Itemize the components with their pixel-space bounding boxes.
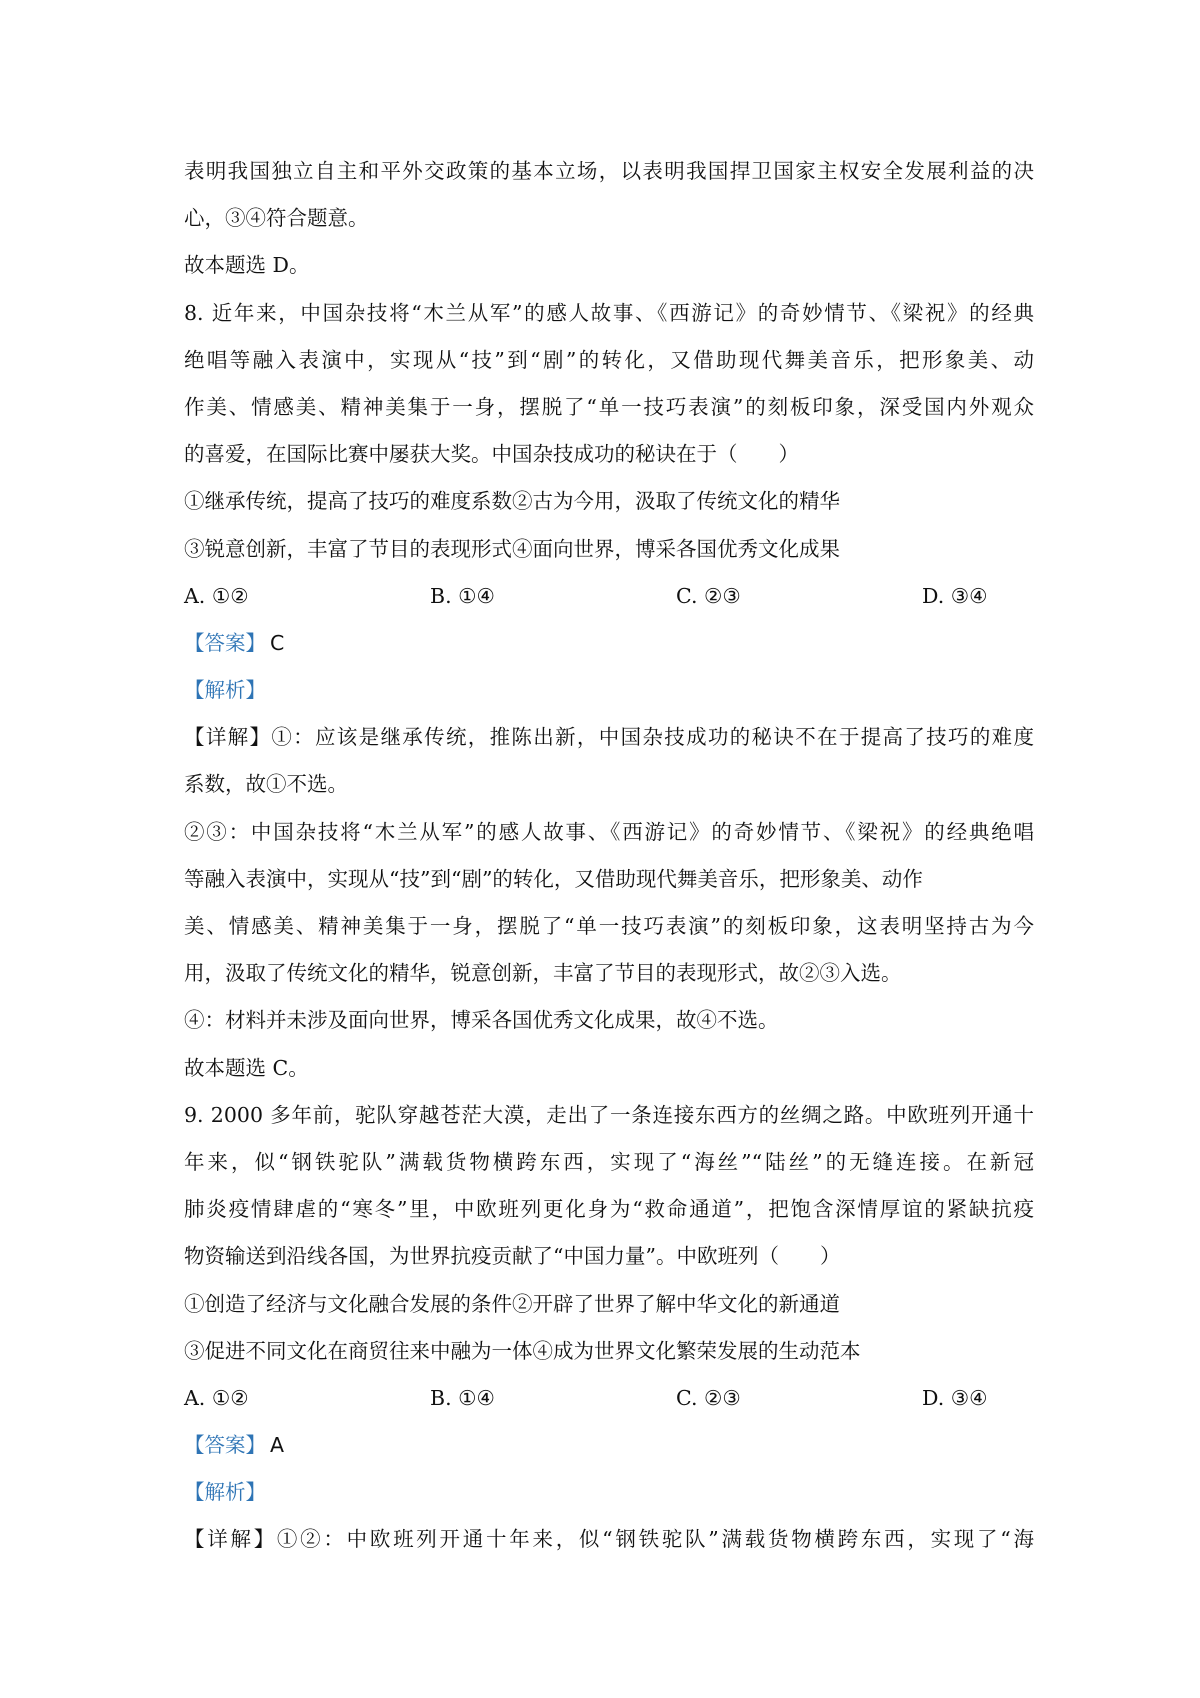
question-9	[184, 1092, 1034, 1564]
document-page	[184, 148, 1034, 1564]
q9-analysis-label: 【解析】	[184, 1480, 266, 1505]
q8-option-c: C. ②③	[676, 583, 741, 608]
q8-detail-line-4: 等融入表演中，实现从“技”到“剧”的转化，又借助现代舞美音乐，把形象美、动作	[184, 866, 923, 891]
q8-option-a: A. ①②	[184, 583, 249, 608]
q8-detail-line-5: 美、情感美、精神美集于一身，摆脱了“单一技巧表演”的刻板印象，这表明坚持古为今	[184, 914, 1034, 938]
q9-options	[184, 1375, 1034, 1422]
q8-answer-value: C	[270, 630, 285, 655]
q8-stem-line-3: 作美、情感美、精神美集于一身，摆脱了“单一技巧表演”的刻板印象，深受国内外观众	[184, 394, 1034, 419]
q8-analysis	[184, 667, 1034, 714]
q8-statement-1: ①继承传统，提高了技巧的难度系数②古为今用，汲取了传统文化的精华	[184, 489, 840, 514]
q9-option-c: C. ②③	[676, 1385, 741, 1410]
q9-statement-2: ③促进不同文化在商贸往来中融为一体④成为世界文化繁荣发展的生动范本	[184, 1338, 861, 1363]
q9-statement-1: ①创造了经济与文化融合发展的条件②开辟了世界了解中华文化的新通道	[184, 1291, 840, 1316]
q9-answer-label: 【答案】	[184, 1433, 266, 1458]
q8-answer	[184, 620, 1034, 667]
q9-option-a: A. ①②	[184, 1385, 249, 1410]
q8-option-b: B. ①④	[430, 583, 495, 608]
q8-stem-line-2: 绝唱等融入表演中，实现从“技”到“剧”的转化，又借助现代舞美音乐，把形象美、动	[184, 347, 1034, 372]
q8-detail-line-6: 用，汲取了传统文化的精华，锐意创新，丰富了节目的表现形式，故②③入选。	[184, 961, 902, 986]
q8-statement-2: ③锐意创新，丰富了节目的表现形式④面向世界，博采各国优秀文化成果	[184, 536, 840, 561]
q8-detail-line-2: 系数，故①不选。	[184, 772, 348, 797]
intro-line-1: 表明我国独立自主和平外交政策的基本立场，以表明我国捍卫国家主权安全发展利益的决	[184, 159, 1034, 183]
q8-stem-line-4: 的喜爱，在国际比赛中屡获大奖。中国杂技成功的秘诀在于（ ）	[184, 442, 799, 467]
q8-detail-line-1: 【详解】①：应该是继承传统，推陈出新，中国杂技成功的秘诀不在于提高了技巧的难度	[184, 725, 1034, 750]
q9-stem-line-3: 肺炎疫情肆虐的“寒冬”里，中欧班列更化身为“救命通道”，把饱含深情厚谊的紧缺抗疫	[184, 1197, 1034, 1222]
q9-stem-line-2: 年来，似“钢铁驼队”满载货物横跨东西，实现了“海丝”“陆丝”的无缝连接。在新冠	[184, 1149, 1034, 1174]
intro-line-3: 故本题选 D。	[184, 253, 310, 278]
q8-analysis-label: 【解析】	[184, 678, 266, 703]
q9-detail-line-1: 【详解】①②：中欧班列开通十年来，似“钢铁驼队”满载货物横跨东西，实现了“海	[184, 1527, 1034, 1552]
q9-answer	[184, 1422, 1034, 1469]
q9-option-d: D. ③④	[922, 1385, 988, 1410]
q9-option-b: B. ①④	[430, 1385, 495, 1410]
q8-detail-line-8: 故本题选 C。	[184, 1055, 309, 1080]
q8-stem-line-1: 8. 近年来，中国杂技将“木兰从军”的感人故事、《西游记》的奇妙情节、《梁祝》的经典	[184, 300, 1034, 325]
question-8	[184, 290, 1034, 1092]
q9-stem-line-4: 物资输送到沿线各国，为世界抗疫贡献了“中国力量”。中欧班列（ ）	[184, 1244, 841, 1269]
q8-answer-label: 【答案】	[184, 630, 266, 655]
q9-answer-value: A	[270, 1433, 285, 1458]
intro-line-2: 心，③④符合题意。	[184, 206, 369, 231]
q8-option-d: D. ③④	[922, 583, 988, 608]
q8-options	[184, 573, 1034, 620]
q8-detail-line-7: ④：材料并未涉及面向世界，博采各国优秀文化成果，故④不选。	[184, 1008, 779, 1033]
q9-analysis	[184, 1469, 1034, 1516]
q9-stem-line-1: 9. 2000 多年前，驼队穿越苍茫大漠，走出了一条连接东西方的丝绸之路。中欧班列开通十	[184, 1102, 1034, 1127]
q8-detail-line-3: ②③：中国杂技将“木兰从军”的感人故事、《西游记》的奇妙情节、《梁祝》的经典绝唱	[184, 819, 1034, 844]
